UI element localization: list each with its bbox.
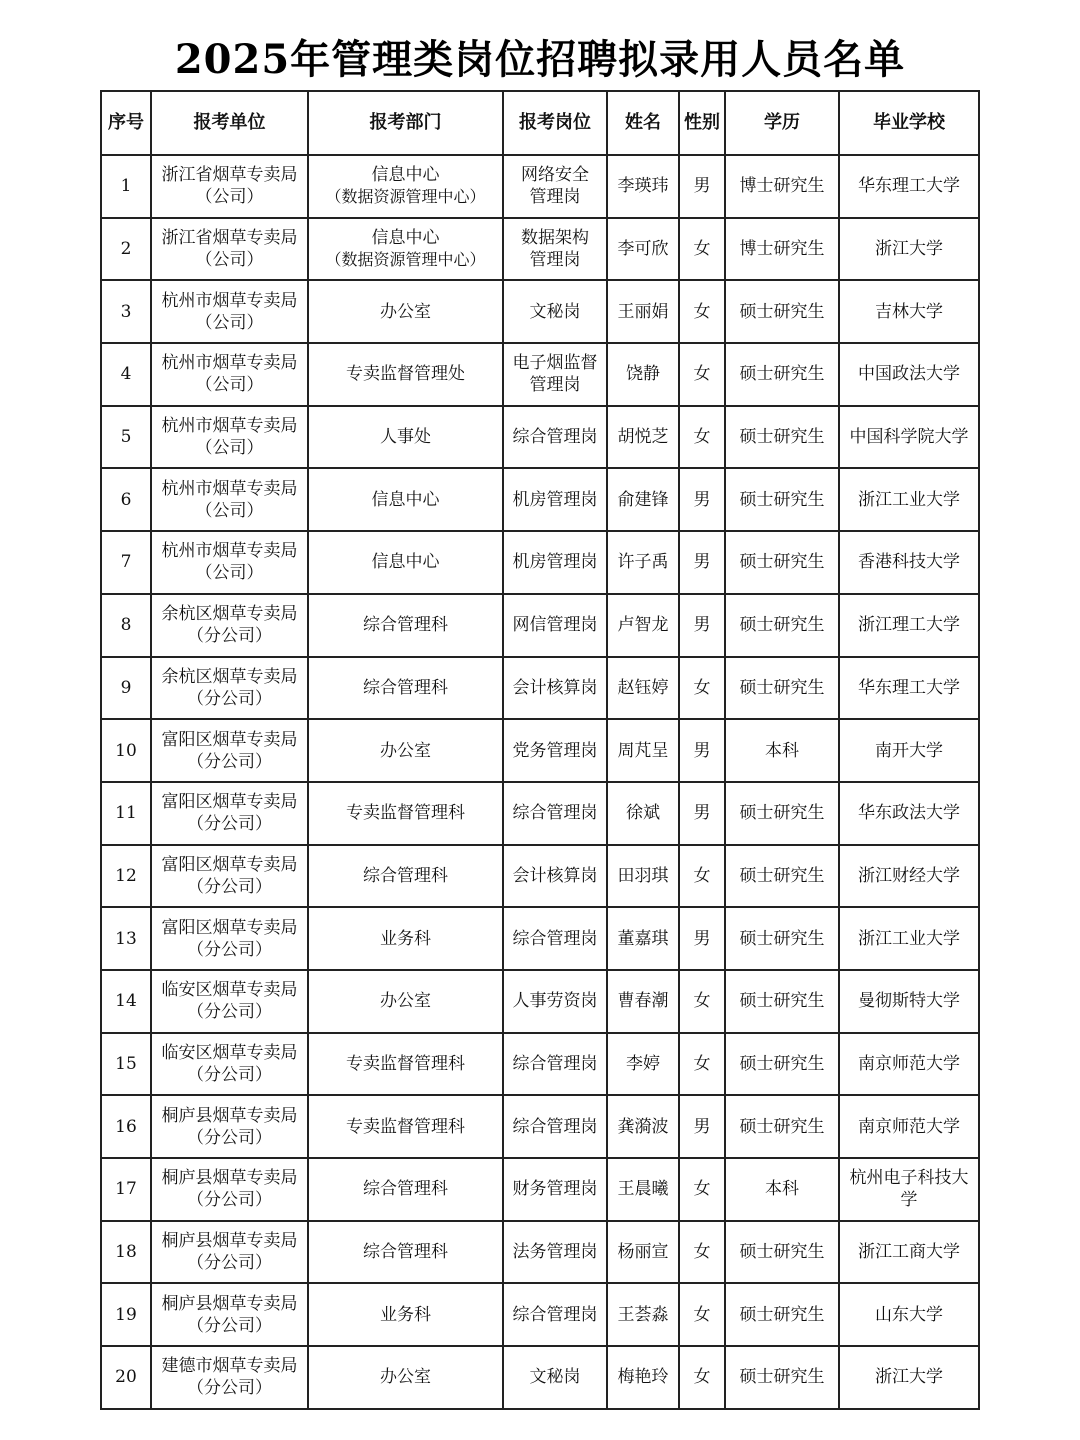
cell-school (839, 907, 979, 970)
cell-name: 王晨曦 (607, 1158, 679, 1221)
cell-unit-line: （分公司） (187, 814, 272, 835)
cell-unit-line: 富阳区烟草专卖局 (161, 729, 298, 750)
cell-name: 李瑛玮 (607, 155, 679, 218)
header-row (101, 91, 979, 155)
cell-department (308, 531, 503, 594)
cell-education: 硕士研究生 (725, 907, 839, 970)
cell-school-line: 中国政法大学 (858, 364, 960, 385)
cell-department (308, 1158, 503, 1221)
cell-department-line: 办公室 (380, 1367, 431, 1388)
cell-unit-line: 桐庐县烟草专卖局 (161, 1231, 298, 1252)
cell-post (503, 970, 607, 1033)
cell-index: 11 (101, 782, 151, 845)
cell-unit-line: （公司） (195, 375, 264, 396)
cell-unit (151, 845, 308, 908)
cell-education: 本科 (725, 719, 839, 782)
cell-post (503, 1033, 607, 1096)
cell-index: 14 (101, 970, 151, 1033)
cell-department-line: 信息中心 (371, 165, 440, 186)
cell-post-line: 综合管理岗 (512, 1116, 598, 1137)
cell-school-line: 华东理工大学 (858, 677, 960, 698)
cell-unit-line: 富阳区烟草专卖局 (161, 792, 298, 813)
cell-education: 本科 (725, 1158, 839, 1221)
roster-table (100, 90, 980, 1410)
header-gender: 性别 (679, 91, 725, 155)
table-row (101, 657, 979, 720)
cell-unit-line: 余杭区烟草专卖局 (161, 666, 298, 687)
cell-unit-line: 桐庐县烟草专卖局 (161, 1293, 298, 1314)
cell-department (308, 343, 503, 406)
header-education: 学历 (725, 91, 839, 155)
cell-index: 7 (101, 531, 151, 594)
cell-school (839, 657, 979, 720)
cell-unit (151, 1283, 308, 1346)
cell-gender: 女 (679, 280, 725, 343)
cell-department-line: 专卖监督管理科 (346, 803, 465, 824)
cell-school-line: 中国科学院大学 (849, 427, 969, 448)
cell-school (839, 782, 979, 845)
cell-name: 梅艳玲 (607, 1346, 679, 1409)
table-row (101, 406, 979, 469)
table-row (101, 155, 979, 218)
cell-unit-line: 桐庐县烟草专卖局 (161, 1105, 298, 1126)
cell-unit-line: 杭州市烟草专卖局 (161, 416, 298, 437)
cell-post-line: 管理岗 (529, 375, 581, 396)
cell-unit-line: （公司） (195, 563, 264, 584)
cell-department (308, 594, 503, 657)
cell-post (503, 657, 607, 720)
cell-gender: 女 (679, 1033, 725, 1096)
cell-gender: 男 (679, 531, 725, 594)
cell-education: 硕士研究生 (725, 343, 839, 406)
cell-post (503, 1221, 607, 1284)
cell-school-line: 浙江财经大学 (858, 865, 960, 886)
cell-name: 李可欣 (607, 218, 679, 281)
cell-post (503, 1283, 607, 1346)
cell-post-line: 法务管理岗 (512, 1242, 598, 1263)
cell-department-line: 信息中心 (371, 228, 440, 249)
cell-gender: 男 (679, 468, 725, 531)
cell-department-line: 综合管理科 (363, 1242, 448, 1263)
cell-school (839, 1033, 979, 1096)
cell-unit-line: （分公司） (187, 751, 272, 772)
cell-post-line: 文秘岗 (529, 301, 581, 322)
cell-school-line: 山东大学 (875, 1304, 943, 1325)
cell-name: 周芃呈 (607, 719, 679, 782)
cell-gender: 女 (679, 1346, 725, 1409)
cell-school-line: 南开大学 (875, 740, 943, 761)
cell-gender: 女 (679, 1158, 725, 1221)
cell-department-line: 专卖监督管理科 (346, 1116, 465, 1137)
cell-unit (151, 1095, 308, 1158)
cell-department-line: 综合管理科 (363, 865, 448, 886)
cell-post (503, 280, 607, 343)
cell-gender: 女 (679, 970, 725, 1033)
table-body (101, 155, 979, 1409)
cell-unit-line: 临安区烟草专卖局 (161, 980, 298, 1001)
cell-unit (151, 1346, 308, 1409)
cell-post (503, 343, 607, 406)
cell-post (503, 782, 607, 845)
cell-unit (151, 657, 308, 720)
table-row (101, 1283, 979, 1346)
cell-unit-line: 杭州市烟草专卖局 (161, 290, 298, 311)
cell-unit (151, 1033, 308, 1096)
cell-index: 6 (101, 468, 151, 531)
table-row (101, 1095, 979, 1158)
cell-school-line: 浙江工商大学 (858, 1242, 960, 1263)
cell-post-line: 会计核算岗 (512, 865, 598, 886)
cell-education: 硕士研究生 (725, 1346, 839, 1409)
cell-gender: 男 (679, 719, 725, 782)
cell-unit-line: 余杭区烟草专卖局 (161, 604, 298, 625)
cell-education: 博士研究生 (725, 218, 839, 281)
cell-index: 9 (101, 657, 151, 720)
cell-post (503, 531, 607, 594)
cell-post-line: 文秘岗 (529, 1367, 581, 1388)
table-row (101, 907, 979, 970)
cell-post (503, 594, 607, 657)
cell-index: 5 (101, 406, 151, 469)
cell-unit-line: （公司） (195, 438, 264, 459)
cell-department-line: 信息中心 (371, 552, 440, 573)
cell-school-line: 南京师范大学 (858, 1116, 960, 1137)
cell-unit-line: （分公司） (187, 1190, 272, 1211)
cell-unit-line: 富阳区烟草专卖局 (161, 854, 298, 875)
cell-unit-line: （分公司） (187, 1253, 272, 1274)
cell-unit-line: 临安区烟草专卖局 (161, 1042, 298, 1063)
cell-department-line: 办公室 (380, 740, 431, 761)
cell-unit-line: 浙江省烟草专卖局 (161, 228, 298, 249)
table-row (101, 1346, 979, 1409)
cell-unit (151, 406, 308, 469)
cell-school (839, 280, 979, 343)
cell-index: 20 (101, 1346, 151, 1409)
cell-unit-line: （公司） (195, 250, 264, 271)
cell-school-line: 华东理工大学 (858, 176, 960, 197)
cell-unit (151, 531, 308, 594)
cell-unit (151, 280, 308, 343)
cell-name: 徐斌 (607, 782, 679, 845)
cell-index: 13 (101, 907, 151, 970)
cell-department (308, 406, 503, 469)
cell-name: 曹春潮 (607, 970, 679, 1033)
cell-education: 硕士研究生 (725, 970, 839, 1033)
cell-department-line: 综合管理科 (363, 1179, 448, 1200)
cell-unit-line: （分公司） (187, 626, 272, 647)
cell-gender: 女 (679, 845, 725, 908)
table-row (101, 1221, 979, 1284)
table-row (101, 594, 979, 657)
cell-department-line: 专卖监督管理科 (346, 1053, 465, 1074)
cell-school-line: 学 (900, 1190, 918, 1211)
cell-name: 俞建锋 (607, 468, 679, 531)
cell-post-line: 综合管理岗 (512, 803, 598, 824)
cell-post-line: 网络安全 (521, 165, 589, 186)
cell-school (839, 468, 979, 531)
cell-name: 饶静 (607, 343, 679, 406)
cell-post-line: 人事劳资岗 (512, 991, 598, 1012)
cell-school (839, 406, 979, 469)
cell-unit-line: （分公司） (187, 1315, 272, 1336)
cell-name: 王荟淼 (607, 1283, 679, 1346)
cell-name: 赵钰婷 (607, 657, 679, 720)
cell-unit-line: 建德市烟草专卖局 (161, 1356, 298, 1377)
cell-gender: 男 (679, 155, 725, 218)
cell-school-line: 浙江理工大学 (858, 615, 960, 636)
cell-school (839, 845, 979, 908)
cell-unit-line: （分公司） (187, 1064, 272, 1085)
cell-unit (151, 468, 308, 531)
cell-school (839, 719, 979, 782)
cell-unit-line: 浙江省烟草专卖局 (161, 165, 298, 186)
cell-education: 硕士研究生 (725, 845, 839, 908)
cell-department (308, 1095, 503, 1158)
cell-post (503, 155, 607, 218)
cell-department-line: 办公室 (380, 991, 431, 1012)
cell-post (503, 468, 607, 531)
cell-name: 董嘉琪 (607, 907, 679, 970)
cell-unit (151, 970, 308, 1033)
cell-department (308, 218, 503, 281)
cell-education: 硕士研究生 (725, 657, 839, 720)
cell-school-line: 浙江大学 (875, 1367, 943, 1388)
cell-unit-line: 富阳区烟草专卖局 (161, 917, 298, 938)
cell-school-line: 浙江工业大学 (858, 928, 960, 949)
cell-education: 硕士研究生 (725, 1033, 839, 1096)
header-unit: 报考单位 (151, 91, 308, 155)
cell-department (308, 907, 503, 970)
cell-post-line: 综合管理岗 (512, 1304, 598, 1325)
cell-gender: 男 (679, 1095, 725, 1158)
cell-unit (151, 1221, 308, 1284)
cell-department-line: 人事处 (380, 427, 431, 448)
table-row (101, 343, 979, 406)
table-row (101, 782, 979, 845)
cell-education: 硕士研究生 (725, 280, 839, 343)
cell-index: 4 (101, 343, 151, 406)
cell-post (503, 719, 607, 782)
cell-school-line: 曼彻斯特大学 (858, 991, 960, 1012)
cell-department-line: （数据资源管理中心） (325, 187, 486, 207)
cell-school-line: 吉林大学 (875, 301, 943, 322)
header-department: 报考部门 (308, 91, 503, 155)
table-row (101, 280, 979, 343)
cell-unit-line: 杭州市烟草专卖局 (161, 353, 298, 374)
cell-school (839, 1221, 979, 1284)
cell-education: 硕士研究生 (725, 1095, 839, 1158)
cell-gender: 男 (679, 907, 725, 970)
cell-index: 10 (101, 719, 151, 782)
cell-unit (151, 218, 308, 281)
cell-post (503, 1095, 607, 1158)
table-row (101, 1158, 979, 1221)
cell-gender: 女 (679, 1283, 725, 1346)
cell-education: 博士研究生 (725, 155, 839, 218)
table-row (101, 970, 979, 1033)
cell-name: 田羽琪 (607, 845, 679, 908)
cell-education: 硕士研究生 (725, 782, 839, 845)
cell-post-line: 机房管理岗 (512, 552, 598, 573)
cell-school (839, 1095, 979, 1158)
cell-education: 硕士研究生 (725, 1283, 839, 1346)
cell-department-line: 业务科 (380, 1304, 431, 1325)
cell-school (839, 531, 979, 594)
cell-department-line: 业务科 (380, 928, 431, 949)
cell-unit (151, 907, 308, 970)
cell-post-line: 机房管理岗 (512, 489, 598, 510)
cell-name: 龚漪波 (607, 1095, 679, 1158)
cell-department (308, 1033, 503, 1096)
cell-unit-line: （分公司） (187, 1127, 272, 1148)
cell-education: 硕士研究生 (725, 1221, 839, 1284)
cell-education: 硕士研究生 (725, 531, 839, 594)
cell-school (839, 1158, 979, 1221)
cell-gender: 女 (679, 1221, 725, 1284)
cell-school-line: 浙江大学 (875, 239, 943, 260)
cell-department (308, 1283, 503, 1346)
cell-index: 17 (101, 1158, 151, 1221)
cell-school (839, 343, 979, 406)
table-row (101, 845, 979, 908)
cell-post-line: 网信管理岗 (512, 615, 598, 636)
cell-school-line: 华东政法大学 (858, 803, 960, 824)
header-index: 序号 (101, 91, 151, 155)
cell-gender: 女 (679, 218, 725, 281)
cell-post-line: 党务管理岗 (512, 740, 598, 761)
cell-name: 卢智龙 (607, 594, 679, 657)
cell-department (308, 657, 503, 720)
cell-post (503, 218, 607, 281)
cell-gender: 男 (679, 782, 725, 845)
cell-unit (151, 782, 308, 845)
cell-post-line: 管理岗 (529, 250, 581, 271)
table-row (101, 468, 979, 531)
cell-school (839, 218, 979, 281)
cell-department-line: 综合管理科 (363, 615, 448, 636)
cell-post-line: 电子烟监督 (512, 353, 598, 374)
table-row (101, 531, 979, 594)
table-row (101, 1033, 979, 1096)
cell-unit (151, 594, 308, 657)
cell-unit (151, 719, 308, 782)
cell-name: 许子禹 (607, 531, 679, 594)
cell-post (503, 1346, 607, 1409)
cell-index: 8 (101, 594, 151, 657)
cell-index: 12 (101, 845, 151, 908)
cell-post-line: 综合管理岗 (512, 928, 598, 949)
cell-gender: 女 (679, 406, 725, 469)
cell-department (308, 1221, 503, 1284)
cell-department (308, 468, 503, 531)
cell-unit-line: （公司） (195, 312, 264, 333)
cell-post (503, 1158, 607, 1221)
cell-school (839, 1283, 979, 1346)
table-row (101, 218, 979, 281)
cell-unit-line: 杭州市烟草专卖局 (161, 478, 298, 499)
cell-school (839, 155, 979, 218)
cell-post-line: 综合管理岗 (512, 1053, 598, 1074)
cell-post (503, 406, 607, 469)
cell-name: 胡悦芝 (607, 406, 679, 469)
header-name: 姓名 (607, 91, 679, 155)
cell-unit (151, 1158, 308, 1221)
cell-unit-line: （分公司） (187, 688, 272, 709)
cell-gender: 男 (679, 594, 725, 657)
cell-education: 硕士研究生 (725, 406, 839, 469)
cell-unit-line: （分公司） (187, 876, 272, 897)
cell-department-line: 专卖监督管理处 (346, 364, 465, 385)
cell-unit-line: （公司） (195, 500, 264, 521)
cell-school-line: 杭州电子科技大 (849, 1168, 969, 1189)
cell-unit-line: （分公司） (187, 1002, 272, 1023)
cell-name: 王丽娟 (607, 280, 679, 343)
cell-school-line: 浙江工业大学 (858, 489, 960, 510)
cell-index: 16 (101, 1095, 151, 1158)
cell-name: 李婷 (607, 1033, 679, 1096)
cell-school (839, 594, 979, 657)
cell-post-line: 财务管理岗 (512, 1179, 598, 1200)
cell-unit (151, 343, 308, 406)
cell-department-line: 信息中心 (371, 489, 440, 510)
cell-gender: 女 (679, 343, 725, 406)
cell-department (308, 1346, 503, 1409)
cell-department (308, 280, 503, 343)
cell-index: 2 (101, 218, 151, 281)
header-school: 毕业学校 (839, 91, 979, 155)
cell-index: 18 (101, 1221, 151, 1284)
cell-department-line: 办公室 (380, 301, 431, 322)
cell-education: 硕士研究生 (725, 594, 839, 657)
cell-post (503, 907, 607, 970)
cell-department-line: （数据资源管理中心） (325, 250, 486, 270)
page-title: 2025年管理类岗位招聘拟录用人员名单 (174, 36, 906, 83)
cell-gender: 女 (679, 657, 725, 720)
cell-department (308, 155, 503, 218)
cell-school (839, 970, 979, 1033)
cell-index: 15 (101, 1033, 151, 1096)
cell-post-line: 数据架构 (521, 228, 589, 249)
cell-index: 19 (101, 1283, 151, 1346)
cell-department (308, 719, 503, 782)
cell-name: 杨丽宣 (607, 1221, 679, 1284)
header-post: 报考岗位 (503, 91, 607, 155)
cell-department (308, 782, 503, 845)
cell-school-line: 香港科技大学 (858, 552, 960, 573)
cell-unit (151, 155, 308, 218)
cell-department (308, 970, 503, 1033)
cell-unit-line: 杭州市烟草专卖局 (161, 541, 298, 562)
cell-education: 硕士研究生 (725, 468, 839, 531)
cell-unit-line: （公司） (195, 187, 264, 208)
cell-department (308, 845, 503, 908)
cell-post-line: 管理岗 (529, 187, 581, 208)
cell-post-line: 会计核算岗 (512, 677, 598, 698)
cell-school-line: 南京师范大学 (858, 1053, 960, 1074)
cell-unit-line: （分公司） (187, 939, 272, 960)
cell-unit-line: （分公司） (187, 1378, 272, 1399)
cell-index: 1 (101, 155, 151, 218)
cell-post-line: 综合管理岗 (512, 427, 598, 448)
cell-post (503, 845, 607, 908)
table-row (101, 719, 979, 782)
cell-school (839, 1346, 979, 1409)
cell-index: 3 (101, 280, 151, 343)
cell-unit-line: 桐庐县烟草专卖局 (161, 1168, 298, 1189)
cell-department-line: 综合管理科 (363, 677, 448, 698)
